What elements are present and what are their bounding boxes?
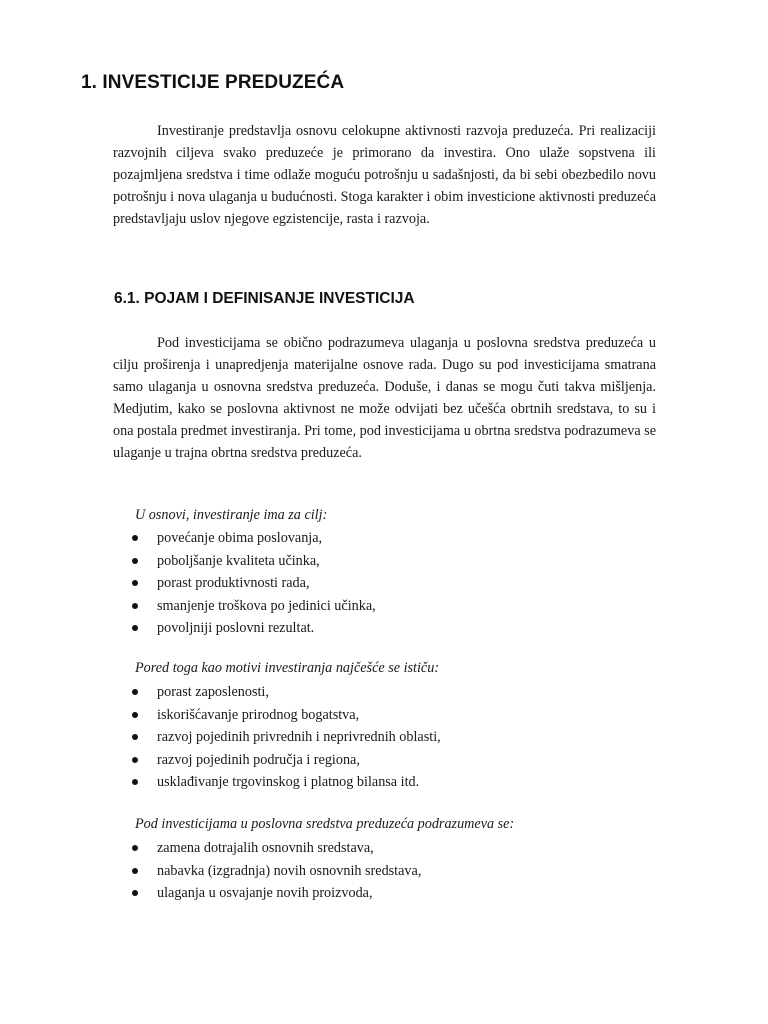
list-item bbox=[128, 771, 441, 794]
list-item bbox=[128, 749, 441, 772]
list-item bbox=[128, 550, 376, 573]
motives-list bbox=[128, 681, 441, 794]
list-item bbox=[128, 595, 376, 618]
list-item-text: iskorišćavanje prirodnog bogatstva, bbox=[157, 706, 360, 723]
list-item bbox=[128, 726, 441, 749]
intro-paragraph: Investiranje predstavlja osnovu celokupne aktivnosti razvoja preduzeća. Pri realizaciji razvojnih ciljeva svako preduzeće je primorano da investira. Ono ulaže sopstvena ili pozajmljena sredstva i time odlaže moguću potrošnju u sadašnjosti, da bi sebi obezbedilo novu potrošnju i nova ulaganja u budućnosti. Stoga karakter i obim investicione aktivnosti preduzeća predstavljaju uslov njegove egzistencije, rasta i razvoja. bbox=[113, 123, 656, 227]
business-assets-intro: Pod investicijama u poslovna sredstva preduzeća podrazumeva se: bbox=[135, 816, 515, 832]
section-paragraph: Pod investicijama se obično podrazumeva ulaganja u poslovna sredstva preduzeća u cilju proširenja i unapredjenja materijalne osnove rada. Dugo su pod investicijama smatrana samo ulaganja u osnovna sredstva preduzeća. Doduše, i danas se mogu čuti takva mišljenja. Medjutim, kako se poslovna aktivnost ne može odvijati bez učešća obrtnih sredstava, to su i ona postala predmet investiranja. Pri tome, pod investicijama u obrtna sredstva podrazumeva se ulaganje u trajna obrtna sredstva preduzeća. bbox=[113, 335, 656, 461]
bullet-icon bbox=[132, 890, 138, 896]
list-item bbox=[128, 882, 421, 905]
list-item bbox=[128, 704, 441, 727]
list-item bbox=[128, 617, 376, 640]
list-item-text: ulaganja u osvajanje novih proizvoda, bbox=[157, 885, 373, 901]
bullet-icon bbox=[132, 779, 138, 785]
list-item-text: poboljšanje kvaliteta učinka, bbox=[157, 552, 320, 569]
bullet-icon bbox=[132, 868, 138, 874]
motives-intro: Pored toga kao motivi investiranja najčešće se ističu: bbox=[135, 660, 440, 676]
business-assets-list bbox=[128, 837, 421, 905]
bullet-icon bbox=[132, 535, 138, 541]
bullet-icon bbox=[132, 757, 138, 763]
section-heading: 6.1. POJAM I DEFINISANJE INVESTICIJA bbox=[114, 290, 415, 307]
bullet-icon bbox=[132, 625, 138, 631]
list-item bbox=[128, 837, 421, 860]
list-item bbox=[128, 572, 376, 595]
list-item bbox=[128, 860, 421, 883]
list-item-text: razvoj pojedinih područja i regiona, bbox=[157, 751, 360, 768]
list-item bbox=[128, 681, 441, 704]
list-item-text: povoljniji poslovni rezultat. bbox=[157, 620, 315, 636]
list-item-text: smanjenje troškova po jedinici učinka, bbox=[157, 597, 376, 614]
list-item-text: povećanje obima poslovanja, bbox=[157, 530, 323, 546]
bullet-icon bbox=[132, 689, 138, 695]
bullet-icon bbox=[132, 845, 138, 851]
list-item-text: zamena dotrajalih osnovnih sredstava, bbox=[157, 840, 374, 856]
bullet-icon bbox=[132, 580, 138, 586]
bullet-icon bbox=[132, 603, 138, 609]
list-item bbox=[128, 527, 376, 550]
bullet-icon bbox=[132, 734, 138, 740]
list-item-text: nabavka (izgradnja) novih osnovnih sredstava, bbox=[157, 862, 422, 879]
bullet-icon bbox=[132, 712, 138, 718]
list-item-text: porast zaposlenosti, bbox=[157, 684, 269, 700]
chapter-heading: 1. INVESTICIJE PREDUZEĆA bbox=[81, 72, 345, 93]
list-item-text: usklađivanje trgovinskog i platnog bilansa itd. bbox=[157, 774, 420, 790]
goals-list bbox=[128, 527, 376, 640]
bullet-icon bbox=[132, 558, 138, 564]
list-item-text: razvoj pojedinih privrednih i neprivrednih oblasti, bbox=[157, 729, 441, 745]
goals-intro: U osnovi, investiranje ima za cilj: bbox=[135, 507, 328, 523]
list-item-text: porast produktivnosti rada, bbox=[157, 575, 310, 591]
